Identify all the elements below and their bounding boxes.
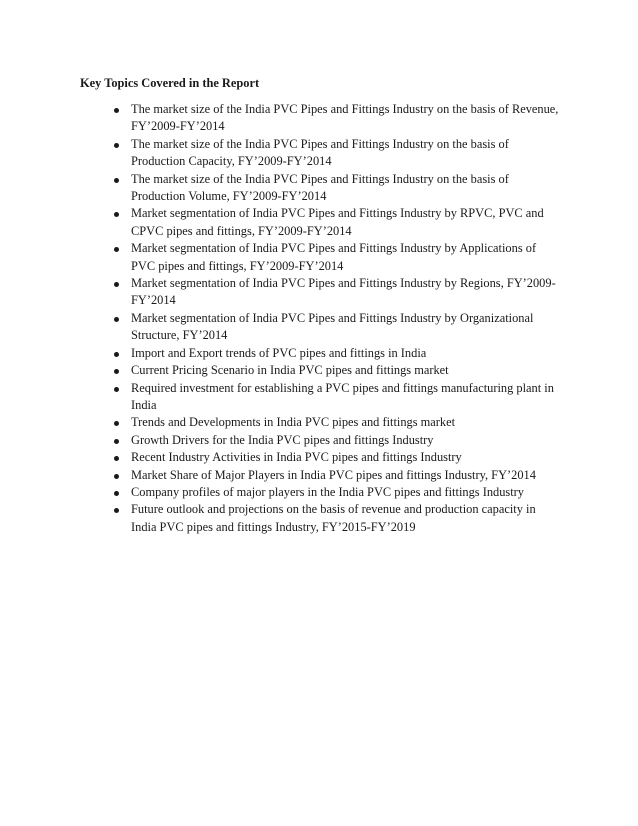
bullet-icon: [114, 108, 119, 113]
topic-list-item: [0, 467, 561, 484]
topic-text: Company profiles of major players in the India PVC pipes and fittings Industry: [131, 484, 524, 499]
bullet-icon: [114, 387, 119, 392]
topic-list-item: [0, 380, 561, 415]
topic-list-item: [0, 171, 561, 206]
topic-text: Market segmentation of India PVC Pipes and Fittings Industry by Applications of PVC pipes and fittings, FY’2009-FY’2014: [131, 241, 537, 273]
topic-text: The market size of the India PVC Pipes and Fittings Industry on the basis of Revenue, FY’2009-FY’2014: [131, 102, 559, 134]
topic-text: Trends and Developments in India PVC pipes and fittings market: [131, 415, 456, 430]
topic-text: Required investment for establishing a PVC pipes and fittings manufacturing plant in India: [131, 380, 554, 412]
topic-text: Current Pricing Scenario in India PVC pipes and fittings market: [131, 363, 449, 378]
topic-list-item: [0, 240, 561, 275]
bullet-icon: [114, 474, 119, 479]
topic-text: Market Share of Major Players in India PVC pipes and fittings Industry, FY’2014: [131, 467, 536, 482]
topic-text: Future outlook and projections on the basis of revenue and production capacity in India PVC pipes and fittings Industry, FY’2015-FY’2019: [131, 502, 536, 534]
topic-list-item: [0, 310, 561, 345]
bullet-icon: [114, 212, 119, 217]
bullet-icon: [114, 491, 119, 496]
topic-list-item: [0, 136, 561, 171]
topic-text: Market segmentation of India PVC Pipes and Fittings Industry by RPVC, PVC and CPVC pipes and fittings, FY’2009-FY’2014: [131, 206, 544, 238]
topic-list-item: [0, 501, 561, 536]
bullet-icon: [114, 143, 119, 148]
topic-list-item: [0, 484, 561, 501]
bullet-icon: [114, 439, 119, 444]
topic-text: Growth Drivers for the India PVC pipes and fittings Industry: [131, 432, 434, 447]
topic-text: The market size of the India PVC Pipes and Fittings Industry on the basis of Production Volume, FY’2009-FY’2014: [131, 171, 509, 204]
section-heading: Key Topics Covered in the Report: [80, 76, 260, 90]
bullet-icon: [114, 369, 119, 374]
topic-text: Market segmentation of India PVC Pipes and Fittings Industry by Organizational Structure, FY’2014: [131, 310, 534, 343]
topic-list-item: [0, 432, 561, 449]
bullet-icon: [114, 352, 119, 357]
topic-text: The market size of the India PVC Pipes and Fittings Industry on the basis of Production Capacity, FY’2009-FY’2014: [131, 136, 509, 169]
bullet-icon: [114, 282, 119, 287]
bullet-icon: [114, 456, 119, 461]
bullet-icon: [114, 247, 119, 252]
topic-list: [0, 101, 638, 536]
topic-text: Recent Industry Activities in India PVC pipes and fittings Industry: [131, 450, 462, 465]
topic-list-item: [0, 205, 561, 240]
topic-list-item: [0, 345, 561, 362]
topic-list-item: [0, 275, 561, 310]
bullet-icon: [114, 178, 119, 183]
bullet-icon: [114, 508, 119, 513]
topic-text: Import and Export trends of PVC pipes and fittings in India: [131, 345, 427, 360]
topic-list-item: [0, 449, 561, 466]
topic-text: Market segmentation of India PVC Pipes and Fittings Industry by Regions, FY’2009-FY’2014: [131, 276, 556, 308]
bullet-icon: [114, 317, 119, 322]
bullet-icon: [114, 421, 119, 426]
topic-list-item: [0, 101, 561, 136]
topic-list-item: [0, 414, 561, 431]
topic-list-item: [0, 362, 561, 379]
